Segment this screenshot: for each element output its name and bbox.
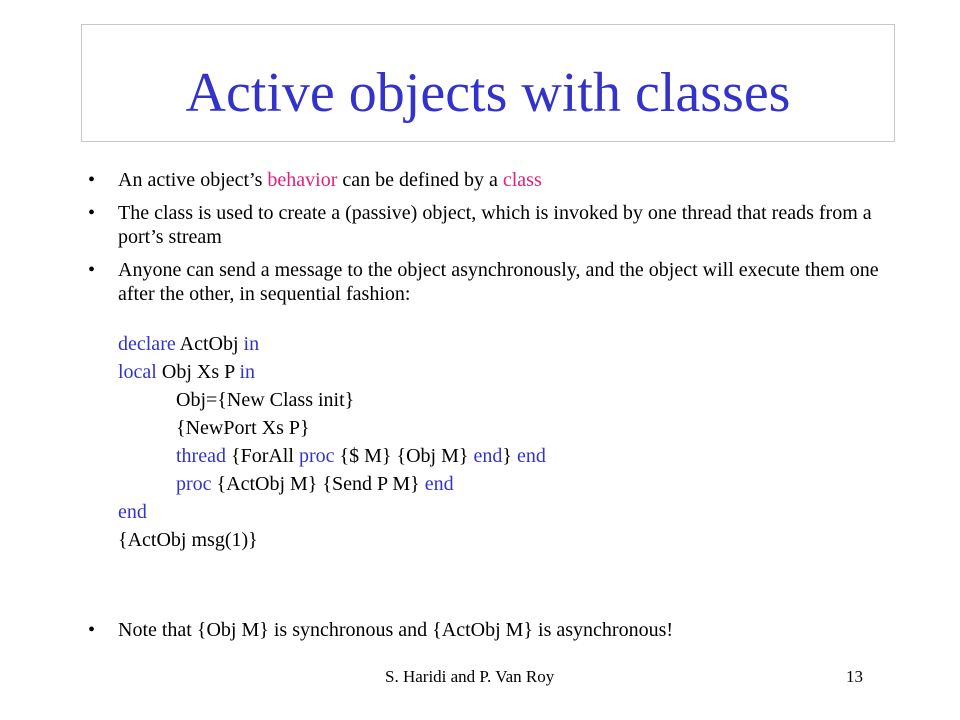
code-line xyxy=(118,442,888,470)
code-keyword: declare xyxy=(118,333,176,355)
bullet-item xyxy=(88,258,888,554)
bullet-item xyxy=(88,618,918,642)
code-line xyxy=(118,386,888,414)
code-line xyxy=(118,358,888,386)
code-keyword: in xyxy=(243,333,260,355)
highlight-class: class xyxy=(502,169,542,191)
code-keyword: in xyxy=(239,361,256,383)
code-text: Obj Xs P xyxy=(156,361,240,383)
slide-title: Active objects with classes xyxy=(185,62,791,124)
title-box xyxy=(81,24,895,142)
code-line xyxy=(118,330,888,358)
code-keyword: proc xyxy=(298,445,335,467)
code-text: } xyxy=(502,445,517,467)
bullet-text: can be defined by a xyxy=(337,169,503,191)
code-block xyxy=(118,330,888,554)
code-keyword: end xyxy=(473,445,503,467)
code-text: {ForAll xyxy=(225,445,299,467)
code-line xyxy=(118,498,888,526)
bullet-dot: • xyxy=(88,259,96,281)
code-keyword: proc xyxy=(176,473,212,495)
bullet-list xyxy=(88,168,888,554)
footer-author: S. Haridi and P. Van Roy xyxy=(385,667,555,686)
code-text: {$ M} {Obj M} xyxy=(334,445,474,467)
bullet-dot: • xyxy=(88,202,96,224)
bullet-dot: • xyxy=(88,169,96,191)
bullet-text: An active object’s xyxy=(118,169,268,191)
code-keyword: end xyxy=(516,445,546,467)
code-keyword: end xyxy=(424,473,454,495)
code-keyword: local xyxy=(118,361,157,383)
bullet-dot: • xyxy=(88,619,96,641)
code-line xyxy=(118,526,888,554)
code-keyword: thread xyxy=(176,445,226,467)
code-text: {ActObj M} {Send P M} xyxy=(211,473,425,495)
code-text: {ActObj msg(1)} xyxy=(118,529,258,551)
code-text: ActObj xyxy=(175,333,244,355)
page-number: 13 xyxy=(846,667,863,686)
code-line xyxy=(118,470,888,498)
bullet-text: The class is used to create a (passive) object, which is invoked by one thread that reads from a port’s stream xyxy=(118,202,872,248)
code-keyword: end xyxy=(118,501,147,523)
bullet-item xyxy=(88,201,888,249)
code-line xyxy=(118,414,888,442)
bullet-text: Note that {Obj M} is synchronous and {ActObj M} is asynchronous! xyxy=(118,619,674,641)
highlight-behavior: behavior xyxy=(267,169,338,191)
code-text: Obj={New Class init} xyxy=(176,389,355,411)
bullet-item xyxy=(88,168,888,192)
code-text: {NewPort Xs P} xyxy=(176,417,310,439)
bullet-text: Anyone can send a message to the object asynchronously, and the object will execute them one after the other, in sequential fashion: xyxy=(118,259,879,305)
